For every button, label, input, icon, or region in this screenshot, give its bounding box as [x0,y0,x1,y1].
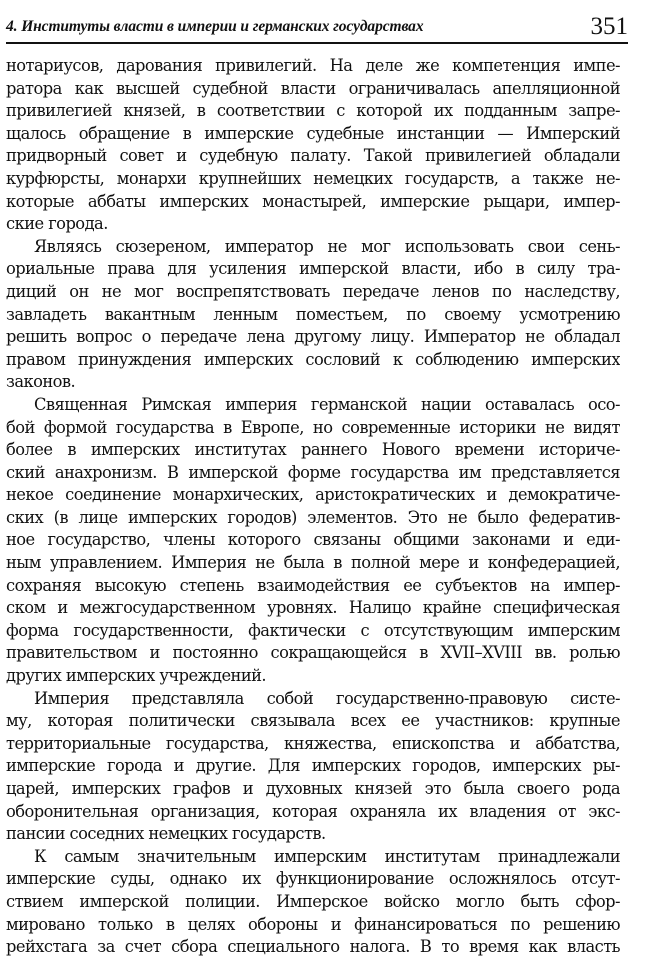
text-line: ориальные права для усиления имперской власти, ибо в силу тра- [6,259,620,279]
text-line: оборонительная организация, которая охраняла их владения от экс- [6,801,620,821]
text-line: имперские суды, однако их функционирование осложнялось отсут- [6,869,620,889]
text-line: Империя представляла собой государственно-правовую систе- [34,688,620,708]
text-line: некое соединение монархических, аристократических и демократиче- [6,485,620,505]
page-number: 351 [590,13,628,40]
text-line: привилегией князей, в соответствии с которой их подданным запре- [6,101,620,121]
paragraph-5 [6,846,620,959]
text-line: мировано только в целях обороны и финансироваться по решению [6,914,620,934]
text-line: нотариусов, дарования привилегий. На деле же компетенция импе- [6,56,620,75]
text-line: К самым значительным имперским институтам принадлежали [34,846,620,866]
text-line: ратора как высшей судебной власти ограничивалась апелляционной [6,78,620,98]
running-header [6,2,628,44]
body-text [6,55,620,959]
text-line: придворный совет и судебную палату. Такой привилегией обладали [6,146,620,166]
text-line: ских (в лице имперских городов) элементов. Это не было федератив- [6,507,620,527]
text-line: бой формой государства в Европе, но современные историки не видят [6,417,620,437]
text-line: ным управлением. Империя не была в полной мере и конфедерацией, [6,553,620,573]
text-line: Являясь сюзереном, император не мог использовать свои сень- [34,236,620,256]
text-line: му, которая политически связывала всех ее участников: крупные [6,711,620,731]
text-line: курфюрсты, монархи крупнейших немецких государств, а также не- [6,168,620,188]
paragraph-3 [6,394,620,688]
text-line: ствием имперской полиции. Имперское войско могло быть сфор- [6,891,620,911]
text-line: диций он не мог воспрепятствовать передаче ленов по наследству, [6,281,620,301]
text-line: форма государственности, фактически с отсутствующим имперским [6,620,620,640]
text-line: имперские города и другие. Для имперских городов, имперских ры- [6,756,620,776]
text-line: которые аббаты имперских монастырей, имперские рыцари, импер- [6,191,620,211]
text-line: правительством и постоянно сокращающейся в XVII–XVIII вв. ролью [6,643,620,663]
text-line: Священная Римская империя германской нации оставалась осо- [34,394,620,414]
text-line: ное государство, члены которого связаны общими законами и еди- [6,530,620,550]
text-line: сохраняя высокую степень взаимодействия ее субъектов на импер- [6,575,620,595]
text-line: щалось обращение в имперские судебные инстанции — Имперский [6,123,620,143]
text-line: территориальные государства, княжества, епископства и аббатства, [6,733,620,753]
text-line: рейхстага за счет сбора специального налога. В то время как власть [6,937,620,957]
text-line: других имперских учреждений. [6,666,267,686]
text-line: законов. [6,372,76,392]
text-line: решить вопрос о передаче лена другому лицу. Император не обладал [6,327,620,347]
text-line: ский анахронизм. В имперской форме государства им представляется [6,462,620,482]
text-line: пансии соседних немецких государств. [6,824,326,844]
text-line: ском и межгосударственном уровнях. Налицо крайне специфическая [6,598,620,618]
text-line: завладеть вакантным ленным поместьем, по своему усмотрению [6,304,620,324]
chapter-title: 4. Институты власти в империи и германских государствах [6,18,424,35]
paragraph-2 [6,236,620,394]
text-line: царей, имперских графов и духовных князей это была своего рода [6,779,620,798]
paragraph-4 [6,688,620,846]
text-line: правом принуждения имперских сословий к соблюдению имперских [6,349,620,369]
text-line: более в имперских институтах раннего Нового времени историче- [6,440,620,460]
text-line: ские города. [6,214,108,234]
paragraph-1 [6,55,620,236]
